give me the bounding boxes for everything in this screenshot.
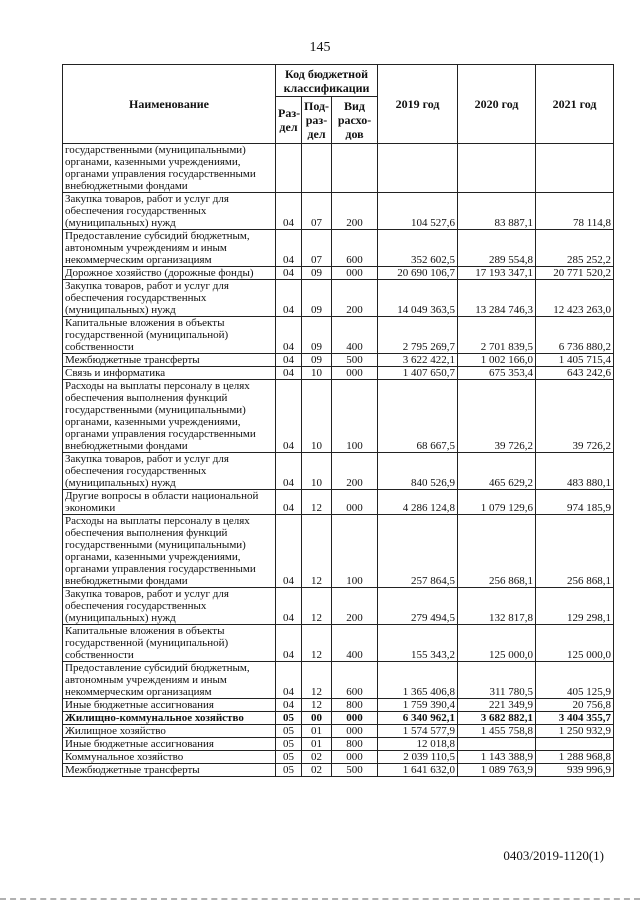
table-row bbox=[63, 280, 614, 317]
row-name: Капитальные вложения в объекты государственной (муниципальной) собственности bbox=[63, 625, 276, 662]
row-podrazdel: 01 bbox=[302, 738, 332, 751]
row-razdel: 05 bbox=[276, 751, 302, 764]
row-razdel: 04 bbox=[276, 699, 302, 712]
row-value-2019: 104 527,6 bbox=[378, 193, 458, 230]
row-razdel bbox=[276, 144, 302, 193]
row-value-2021: 643 242,6 bbox=[536, 367, 614, 380]
row-value-2019: 12 018,8 bbox=[378, 738, 458, 751]
row-razdel: 04 bbox=[276, 367, 302, 380]
table-row bbox=[63, 453, 614, 490]
row-vid: 000 bbox=[332, 367, 378, 380]
row-vid: 600 bbox=[332, 230, 378, 267]
row-value-2021: 256 868,1 bbox=[536, 515, 614, 588]
row-value-2021: 974 185,9 bbox=[536, 490, 614, 515]
row-value-2021: 20 771 520,2 bbox=[536, 267, 614, 280]
header-code: Код бюджетной классификации bbox=[276, 65, 378, 97]
table-row bbox=[63, 662, 614, 699]
header-2021: 2021 год bbox=[536, 65, 614, 144]
row-vid: 000 bbox=[332, 725, 378, 738]
row-vid: 600 bbox=[332, 662, 378, 699]
row-name: Коммунальное хозяйство bbox=[63, 751, 276, 764]
row-value-2020: 221 349,9 bbox=[458, 699, 536, 712]
row-podrazdel: 02 bbox=[302, 764, 332, 777]
table-row bbox=[63, 588, 614, 625]
table-row bbox=[63, 317, 614, 354]
table-row bbox=[63, 193, 614, 230]
row-value-2019: 1 641 632,0 bbox=[378, 764, 458, 777]
row-name: Закупка товаров, работ и услуг для обеспечения государственных (муниципальных) нужд bbox=[63, 280, 276, 317]
row-value-2020: 39 726,2 bbox=[458, 380, 536, 453]
row-value-2020: 311 780,5 bbox=[458, 662, 536, 699]
row-value-2020: 1 143 388,9 bbox=[458, 751, 536, 764]
row-value-2020 bbox=[458, 738, 536, 751]
row-name: Межбюджетные трансферты bbox=[63, 764, 276, 777]
row-vid: 400 bbox=[332, 317, 378, 354]
row-value-2021: 6 736 880,2 bbox=[536, 317, 614, 354]
row-value-2020: 1 002 166,0 bbox=[458, 354, 536, 367]
row-value-2019: 2 795 269,7 bbox=[378, 317, 458, 354]
row-name: Закупка товаров, работ и услуг для обеспечения государственных (муниципальных) нужд bbox=[63, 588, 276, 625]
row-razdel: 04 bbox=[276, 354, 302, 367]
row-razdel: 04 bbox=[276, 267, 302, 280]
row-podrazdel: 12 bbox=[302, 490, 332, 515]
row-podrazdel: 01 bbox=[302, 725, 332, 738]
row-podrazdel: 09 bbox=[302, 317, 332, 354]
row-vid: 500 bbox=[332, 764, 378, 777]
row-vid: 500 bbox=[332, 354, 378, 367]
row-value-2020: 289 554,8 bbox=[458, 230, 536, 267]
row-value-2021: 405 125,9 bbox=[536, 662, 614, 699]
row-vid: 200 bbox=[332, 588, 378, 625]
row-vid: 400 bbox=[332, 625, 378, 662]
row-name: Капитальные вложения в объекты государственной (муниципальной) собственности bbox=[63, 317, 276, 354]
row-name: Расходы на выплаты персоналу в целях обеспечения выполнения функций государственными (муниципальными) органами, казенными учреждениями, органами управления государственными внебюджетными фондами bbox=[63, 515, 276, 588]
row-vid: 800 bbox=[332, 699, 378, 712]
row-podrazdel: 07 bbox=[302, 193, 332, 230]
row-value-2020: 125 000,0 bbox=[458, 625, 536, 662]
row-value-2021: 1 405 715,4 bbox=[536, 354, 614, 367]
row-podrazdel: 02 bbox=[302, 751, 332, 764]
row-value-2020: 17 193 347,1 bbox=[458, 267, 536, 280]
row-value-2019: 257 864,5 bbox=[378, 515, 458, 588]
row-podrazdel: 10 bbox=[302, 367, 332, 380]
row-value-2020: 13 284 746,3 bbox=[458, 280, 536, 317]
row-vid bbox=[332, 144, 378, 193]
row-name: Межбюджетные трансферты bbox=[63, 354, 276, 367]
row-razdel: 05 bbox=[276, 764, 302, 777]
row-name: Иные бюджетные ассигнования bbox=[63, 699, 276, 712]
row-value-2021: 939 996,9 bbox=[536, 764, 614, 777]
row-value-2021: 129 298,1 bbox=[536, 588, 614, 625]
row-podrazdel: 12 bbox=[302, 662, 332, 699]
row-podrazdel: 10 bbox=[302, 453, 332, 490]
row-value-2021: 12 423 263,0 bbox=[536, 280, 614, 317]
header-name: Наименование bbox=[63, 65, 276, 144]
row-value-2021 bbox=[536, 738, 614, 751]
row-value-2020: 1 455 758,8 bbox=[458, 725, 536, 738]
row-podrazdel: 12 bbox=[302, 515, 332, 588]
row-razdel: 05 bbox=[276, 712, 302, 725]
row-podrazdel: 09 bbox=[302, 267, 332, 280]
table-row bbox=[63, 380, 614, 453]
table-row bbox=[63, 725, 614, 738]
row-razdel: 04 bbox=[276, 453, 302, 490]
row-vid: 100 bbox=[332, 380, 378, 453]
row-podrazdel: 09 bbox=[302, 280, 332, 317]
row-name: Закупка товаров, работ и услуг для обеспечения государственных (муниципальных) нужд bbox=[63, 453, 276, 490]
row-razdel: 05 bbox=[276, 738, 302, 751]
row-vid: 000 bbox=[332, 712, 378, 725]
row-value-2021: 78 114,8 bbox=[536, 193, 614, 230]
row-value-2021: 20 756,8 bbox=[536, 699, 614, 712]
row-value-2020: 3 682 882,1 bbox=[458, 712, 536, 725]
row-value-2020: 83 887,1 bbox=[458, 193, 536, 230]
table-row bbox=[63, 699, 614, 712]
row-podrazdel: 12 bbox=[302, 588, 332, 625]
row-name: Дорожное хозяйство (дорожные фонды) bbox=[63, 267, 276, 280]
table-row bbox=[63, 230, 614, 267]
row-razdel: 04 bbox=[276, 662, 302, 699]
row-value-2019: 1 574 577,9 bbox=[378, 725, 458, 738]
table-body bbox=[63, 144, 614, 777]
row-value-2020: 675 353,4 bbox=[458, 367, 536, 380]
row-value-2021: 285 252,2 bbox=[536, 230, 614, 267]
row-podrazdel: 09 bbox=[302, 354, 332, 367]
row-value-2019: 20 690 106,7 bbox=[378, 267, 458, 280]
row-vid: 200 bbox=[332, 453, 378, 490]
row-value-2021: 39 726,2 bbox=[536, 380, 614, 453]
row-vid: 000 bbox=[332, 267, 378, 280]
row-value-2019: 840 526,9 bbox=[378, 453, 458, 490]
row-value-2019: 3 622 422,1 bbox=[378, 354, 458, 367]
row-razdel: 04 bbox=[276, 490, 302, 515]
row-value-2019: 352 602,5 bbox=[378, 230, 458, 267]
row-value-2019: 1 407 650,7 bbox=[378, 367, 458, 380]
row-value-2021: 1 250 932,9 bbox=[536, 725, 614, 738]
row-value-2020 bbox=[458, 144, 536, 193]
table-row bbox=[63, 625, 614, 662]
row-podrazdel: 12 bbox=[302, 699, 332, 712]
row-razdel: 04 bbox=[276, 230, 302, 267]
row-name: Жилищное хозяйство bbox=[63, 725, 276, 738]
table-row bbox=[63, 367, 614, 380]
row-name: Связь и информатика bbox=[63, 367, 276, 380]
row-vid: 000 bbox=[332, 751, 378, 764]
row-vid: 200 bbox=[332, 193, 378, 230]
row-value-2020: 465 629,2 bbox=[458, 453, 536, 490]
row-name: Расходы на выплаты персоналу в целях обеспечения выполнения функций государственными (муниципальными) органами, казенными учреждениями, органами управления государственными внебюджетными фондами bbox=[63, 380, 276, 453]
row-razdel: 04 bbox=[276, 515, 302, 588]
row-name: Предоставление субсидий бюджетным, автономным учреждениям и иным некоммерческим организациям bbox=[63, 230, 276, 267]
row-value-2019: 2 039 110,5 bbox=[378, 751, 458, 764]
row-name: Жилищно-коммунальное хозяйство bbox=[63, 712, 276, 725]
row-value-2019: 1 365 406,8 bbox=[378, 662, 458, 699]
table-row bbox=[63, 751, 614, 764]
row-value-2019 bbox=[378, 144, 458, 193]
header-podrazdel: Под-раз-дел bbox=[302, 97, 332, 144]
table-row bbox=[63, 354, 614, 367]
header-vid: Вид расхо-дов bbox=[332, 97, 378, 144]
row-value-2020: 256 868,1 bbox=[458, 515, 536, 588]
scan-edge-artifact bbox=[0, 898, 640, 900]
budget-table bbox=[62, 64, 614, 777]
row-name: Закупка товаров, работ и услуг для обеспечения государственных (муниципальных) нужд bbox=[63, 193, 276, 230]
row-name: государственными (муниципальными) органами, казенными учреждениями, органами управления государственными внебюджетными фондами bbox=[63, 144, 276, 193]
row-name: Иные бюджетные ассигнования bbox=[63, 738, 276, 751]
table-row bbox=[63, 144, 614, 193]
row-vid: 100 bbox=[332, 515, 378, 588]
row-value-2019: 1 759 390,4 bbox=[378, 699, 458, 712]
row-vid: 800 bbox=[332, 738, 378, 751]
row-razdel: 04 bbox=[276, 280, 302, 317]
row-podrazdel: 00 bbox=[302, 712, 332, 725]
row-name: Другие вопросы в области национальной экономики bbox=[63, 490, 276, 515]
row-razdel: 05 bbox=[276, 725, 302, 738]
page-number: 145 bbox=[309, 40, 331, 55]
header-2019: 2019 год bbox=[378, 65, 458, 144]
row-value-2020: 132 817,8 bbox=[458, 588, 536, 625]
row-podrazdel: 12 bbox=[302, 625, 332, 662]
row-value-2021 bbox=[536, 144, 614, 193]
row-value-2019: 279 494,5 bbox=[378, 588, 458, 625]
row-podrazdel bbox=[302, 144, 332, 193]
row-value-2020: 1 079 129,6 bbox=[458, 490, 536, 515]
row-value-2021: 1 288 968,8 bbox=[536, 751, 614, 764]
table-row bbox=[63, 490, 614, 515]
row-razdel: 04 bbox=[276, 317, 302, 354]
row-value-2019: 6 340 962,1 bbox=[378, 712, 458, 725]
row-podrazdel: 10 bbox=[302, 380, 332, 453]
row-razdel: 04 bbox=[276, 625, 302, 662]
header-razdel: Раз-дел bbox=[276, 97, 302, 144]
row-value-2021: 483 880,1 bbox=[536, 453, 614, 490]
row-razdel: 04 bbox=[276, 193, 302, 230]
table-row bbox=[63, 712, 614, 725]
row-value-2020: 1 089 763,9 bbox=[458, 764, 536, 777]
table-row bbox=[63, 764, 614, 777]
row-razdel: 04 bbox=[276, 588, 302, 625]
row-podrazdel: 07 bbox=[302, 230, 332, 267]
document-code: 0403/2019-1120(1) bbox=[503, 848, 604, 863]
row-value-2021: 125 000,0 bbox=[536, 625, 614, 662]
row-value-2020: 2 701 839,5 bbox=[458, 317, 536, 354]
row-razdel: 04 bbox=[276, 380, 302, 453]
row-value-2021: 3 404 355,7 bbox=[536, 712, 614, 725]
row-vid: 200 bbox=[332, 280, 378, 317]
row-value-2019: 4 286 124,8 bbox=[378, 490, 458, 515]
header-2020: 2020 год bbox=[458, 65, 536, 144]
table-row bbox=[63, 738, 614, 751]
table-row bbox=[63, 267, 614, 280]
row-value-2019: 68 667,5 bbox=[378, 380, 458, 453]
row-value-2019: 155 343,2 bbox=[378, 625, 458, 662]
table-row bbox=[63, 515, 614, 588]
row-name: Предоставление субсидий бюджетным, автономным учреждениям и иным некоммерческим организациям bbox=[63, 662, 276, 699]
row-value-2019: 14 049 363,5 bbox=[378, 280, 458, 317]
row-vid: 000 bbox=[332, 490, 378, 515]
